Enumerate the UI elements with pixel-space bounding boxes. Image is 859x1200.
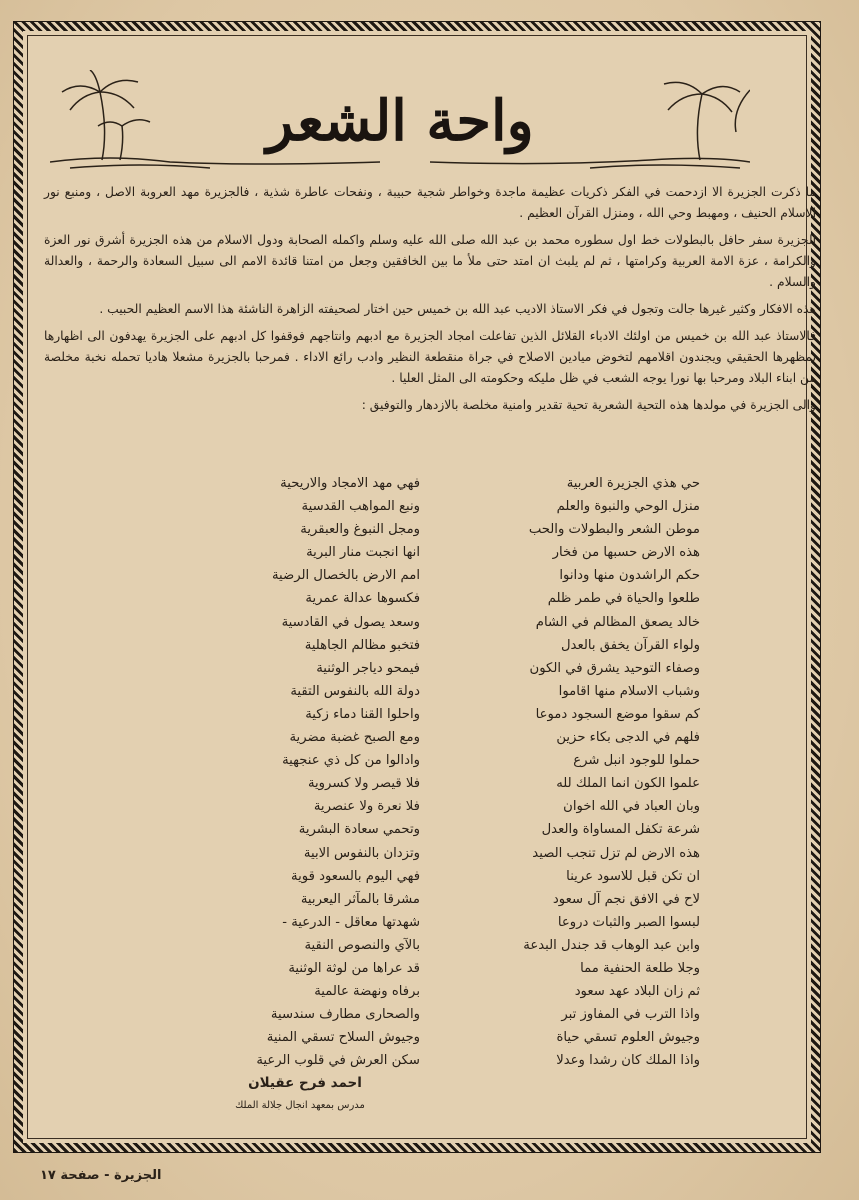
intro-paragraph: والى الجزيرة في مولدها هذه التحية الشعرية تحية تقدير وامنية مخلصة بالازدهار والتوفيق : xyxy=(361,398,816,412)
verse-second-half: وتزدان بالنفوس الابية xyxy=(303,845,420,861)
verse-first-half: علموا الكون انما الملك لله xyxy=(556,776,700,792)
poem-verse xyxy=(180,680,700,703)
poem-verse xyxy=(180,865,700,888)
verse-second-half: ومع الصبح غضبة مضرية xyxy=(289,730,420,746)
verse-first-half: وجيوش العلوم تسقي حياة xyxy=(556,1030,700,1046)
verse-first-half: كم سقوا موضع السجود دموعا xyxy=(535,706,700,722)
verse-first-half: هذه الارض حسبها من فخار xyxy=(552,545,700,561)
verse-first-half: لاح في الافق نجم آل سعود xyxy=(552,891,700,907)
verse-first-half: وصفاء التوحيد يشرق في الكون xyxy=(529,660,700,676)
poem-verse xyxy=(180,911,700,934)
page-title: واحة الشعر xyxy=(266,88,534,154)
poem-verse xyxy=(180,611,700,634)
poem-verse xyxy=(180,472,700,495)
verse-first-half: واذا الملك كان رشدا وعدلا xyxy=(556,1053,700,1069)
verse-second-half: والصحارى مطارف سندسية xyxy=(270,1007,420,1023)
poem-verse xyxy=(180,634,700,657)
verse-first-half: طلعوا والحياة في طمر ظلم xyxy=(547,591,700,607)
verse-second-half: مشرقا بالمآثر اليعربية xyxy=(300,891,420,907)
verse-first-half: شرعة تكفل المساواة والعدل xyxy=(541,822,700,838)
poem-verse xyxy=(180,518,700,541)
poem-verse xyxy=(180,795,700,818)
verse-second-half: فكسوها عدالة عمرية xyxy=(305,591,420,607)
verse-second-half: وتحمي سعادة البشرية xyxy=(298,822,420,838)
page-footer: الجزيرة - صفحة ١٧ xyxy=(40,1168,162,1183)
verse-first-half: لبسوا الصبر والثبات دروعا xyxy=(557,914,700,930)
verse-second-half: بالآي والنصوص النقية xyxy=(304,937,420,953)
poem-verse xyxy=(180,980,700,1003)
poem-verse xyxy=(180,657,700,680)
verse-second-half: دولة الله بالنفوس التقية xyxy=(290,683,420,699)
poem-verse xyxy=(180,1003,700,1026)
verse-first-half: هذه الارض لم تزل تنجب الصيد xyxy=(532,845,700,861)
poem-verse xyxy=(180,726,700,749)
verse-second-half: امم الارض بالخصال الرضية xyxy=(271,568,420,584)
verse-second-half: وسعد يصول في القادسية xyxy=(281,614,420,630)
verse-first-half: وجلا طلعة الحنفية مما xyxy=(580,960,700,976)
verse-second-half: فلا قيصر ولا كسروية xyxy=(307,776,420,792)
verse-second-half: فلا نعرة ولا عنصرية xyxy=(313,799,420,815)
poem-verse xyxy=(180,1026,700,1049)
intro-paragraph: ما ذكرت الجزيرة الا ازدحمت في الفكر ذكريات عظيمة ماجدة وخواطر شجية حبيبة ، ونفحات عاطرة شذية ، فالجزيرة مهد العروبة الاصل ، ومنبع نور الاسلام الحنيف ، ومهبط وحي الله ، ومنزل القرآن العظيم . xyxy=(44,185,816,220)
poem-verse xyxy=(180,957,700,980)
poem xyxy=(180,472,700,1072)
intro-paragraph: فالاستاذ عبد الله بن خميس من اولئك الادباء القلائل الذين تفاعلت امجاد الجزيرة مع ادبهم وانتاجهم فوقفوا كل ادبهم على الجزيرة يهدفون الى اظهارها بمظهرها الحقيقي ويجندون اقلامهم لتخوض ميادين الاصلاح في جراة منقطعة النظير وادب رائع الاداء . فمرحبا بالجزيرة مشعلا هاديا تحمله نخبة مخلصة من ابناء البلاد ومرحبا بها نورا يوجه الشعب في ظل مليكه وحكومته الى المثل العليا . xyxy=(44,329,816,385)
title-banner xyxy=(50,70,750,170)
verse-second-half: فهي اليوم بالسعود قوية xyxy=(291,868,420,884)
poem-verse xyxy=(180,772,700,795)
verse-first-half: موطن الشعر والبطولات والحب xyxy=(528,522,700,538)
verse-second-half: سكن العرش في قلوب الرعية xyxy=(256,1053,420,1069)
verse-first-half: حملوا للوجود انبل شرع xyxy=(573,753,700,769)
verse-first-half: فلهم في الدجى بكاء حزين xyxy=(556,730,700,746)
author-title: مدرس بمعهد انجال جلالة الملك xyxy=(235,1100,365,1111)
verse-first-half: وابن عبد الوهاب قد جندل البدعة xyxy=(523,937,700,953)
poem-verse xyxy=(180,703,700,726)
poem-verse xyxy=(180,564,700,587)
verse-first-half: حي هذي الجزيرة العربية xyxy=(566,476,700,491)
poem-verse xyxy=(180,1049,700,1072)
intro-paragraph: الجزيرة سفر حافل بالبطولات خط اول سطوره محمد بن عبد الله صلى الله عليه وسلم واكمله الصحابة ودول الاسلام من هذه الجزيرة أشرق نور العزة والكرامة ، عزة الامة العربية وكرامتها ، ثم لم يلبث ان امتد حتى ملأ ما بين الخافقين وجعل من امتنا قائدة الامم الى سبيل السعادة والرحمة ، والعدالة والسلام . xyxy=(44,233,816,289)
verse-second-half: انها انجبت منار البرية xyxy=(306,545,420,561)
poem-verse xyxy=(180,818,700,841)
verse-second-half: واحلوا القنا دماء زكية xyxy=(305,706,420,722)
verse-first-half: خالد يصعق المظالم في الشام xyxy=(535,614,700,630)
verse-first-half: ولواء القرآن يخفق بالعدل xyxy=(560,637,700,653)
verse-first-half: واذا الترب في المفاوز تبر xyxy=(561,1007,700,1023)
verse-first-half: وشباب الاسلام منها اقاموا xyxy=(558,683,700,699)
verse-first-half: ثم زان البلاد عهد سعود xyxy=(574,984,700,1000)
verse-second-half: ونبع المواهب القدسية xyxy=(301,499,420,515)
intro-paragraph: هذه الافكار وكثير غيرها جالت وتجول في فكر الاستاذ الاديب عبد الله بن خميس حين اختار لصحيفته الزاهرة الناشئة هذا الاسم العظيم الحبيب . xyxy=(99,302,816,316)
verse-second-half: شهدتها معاقل - الدرعية - xyxy=(282,914,420,930)
poem-verse xyxy=(180,495,700,518)
poem-verse xyxy=(180,888,700,911)
author-name: احمد فرح عقيلان xyxy=(248,1075,362,1091)
verse-second-half: برفاه ونهضة عالمية xyxy=(314,984,420,1000)
poem-verse xyxy=(180,541,700,564)
verse-second-half: وجيوش السلاح تسقي المنية xyxy=(266,1030,420,1046)
intro-text xyxy=(44,182,816,422)
poem-verse xyxy=(180,842,700,865)
verse-first-half: وبان العباد في الله اخوان xyxy=(563,799,700,815)
verse-second-half: فتخبو مظالم الجاهلية xyxy=(304,637,420,653)
poem-verse xyxy=(180,934,700,957)
verse-second-half: فيمحو دياجر الوثنية xyxy=(316,660,420,676)
verse-second-half: فهي مهد الامجاد والاريحية xyxy=(280,476,420,491)
verse-second-half: ومجل النبوغ والعبقرية xyxy=(300,522,420,538)
verse-second-half: قد عراها من لوثة الوثنية xyxy=(288,960,420,976)
verse-first-half: منزل الوحي والنبوة والعلم xyxy=(556,499,700,515)
poem-verse xyxy=(180,749,700,772)
verse-second-half: وادالوا من كل ذي عنجهية xyxy=(282,753,420,769)
verse-first-half: حكم الراشدون منها ودانوا xyxy=(559,568,700,584)
poem-verse xyxy=(180,587,700,610)
verse-first-half: ان تكن قبل للاسود عرينا xyxy=(566,868,700,884)
